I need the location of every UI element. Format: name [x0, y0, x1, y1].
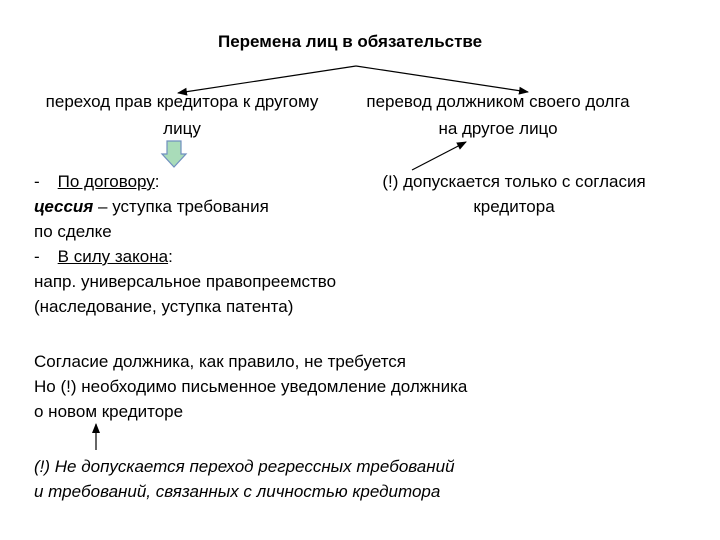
contract-basis-label: По договору: [57, 172, 155, 191]
down-block-arrow: [162, 141, 186, 167]
law-basis-label: В силу закона: [57, 247, 169, 266]
contract-basis-line: [34, 172, 160, 192]
list-dash: -: [34, 172, 40, 191]
arrow-to-right-branch: [356, 66, 528, 92]
left-branch-heading: [32, 92, 332, 139]
colon: :: [168, 247, 173, 266]
arrow-consent-to-debt-transfer: [412, 142, 466, 170]
diagram-title: Перемена лиц в обязательстве: [218, 32, 483, 51]
notice-line2: Но (!) необходимо письменное уведомление должника: [34, 377, 468, 396]
by-deal-line: по сделке: [34, 222, 112, 241]
example-line2: (наследование, уступка патента): [34, 297, 294, 316]
cession-term: цессия: [34, 197, 94, 216]
law-basis-line: [34, 247, 173, 267]
restriction-line2: и требований, связанных с личностью кредитора: [34, 482, 441, 501]
restriction-line1: (!) Не допускается переход регрессных требований: [34, 457, 455, 476]
arrow-to-left-branch: [178, 66, 356, 93]
list-dash: -: [34, 247, 40, 266]
right-branch-heading: [356, 92, 640, 139]
colon: :: [154, 172, 160, 191]
right-branch-line2: на другое лицо: [438, 119, 558, 138]
notice-line3: о новом кредиторе: [34, 402, 184, 421]
consent-requirement: [372, 172, 656, 217]
left-branch-line2: лицу: [163, 119, 201, 138]
notice-line1: Согласие должника, как правило, не требуется: [34, 352, 407, 371]
consent-line1: (!) допускается только с согласия: [382, 172, 646, 191]
right-branch-line1: перевод должником своего долга: [366, 92, 630, 111]
left-branch-line1: переход прав кредитора к другому: [45, 92, 319, 111]
consent-line2: кредитора: [473, 197, 555, 216]
example-line1: напр. универсальное правопреемство: [34, 272, 337, 291]
cession-line: [34, 197, 269, 217]
cession-definition: – уступка требования: [93, 197, 269, 216]
